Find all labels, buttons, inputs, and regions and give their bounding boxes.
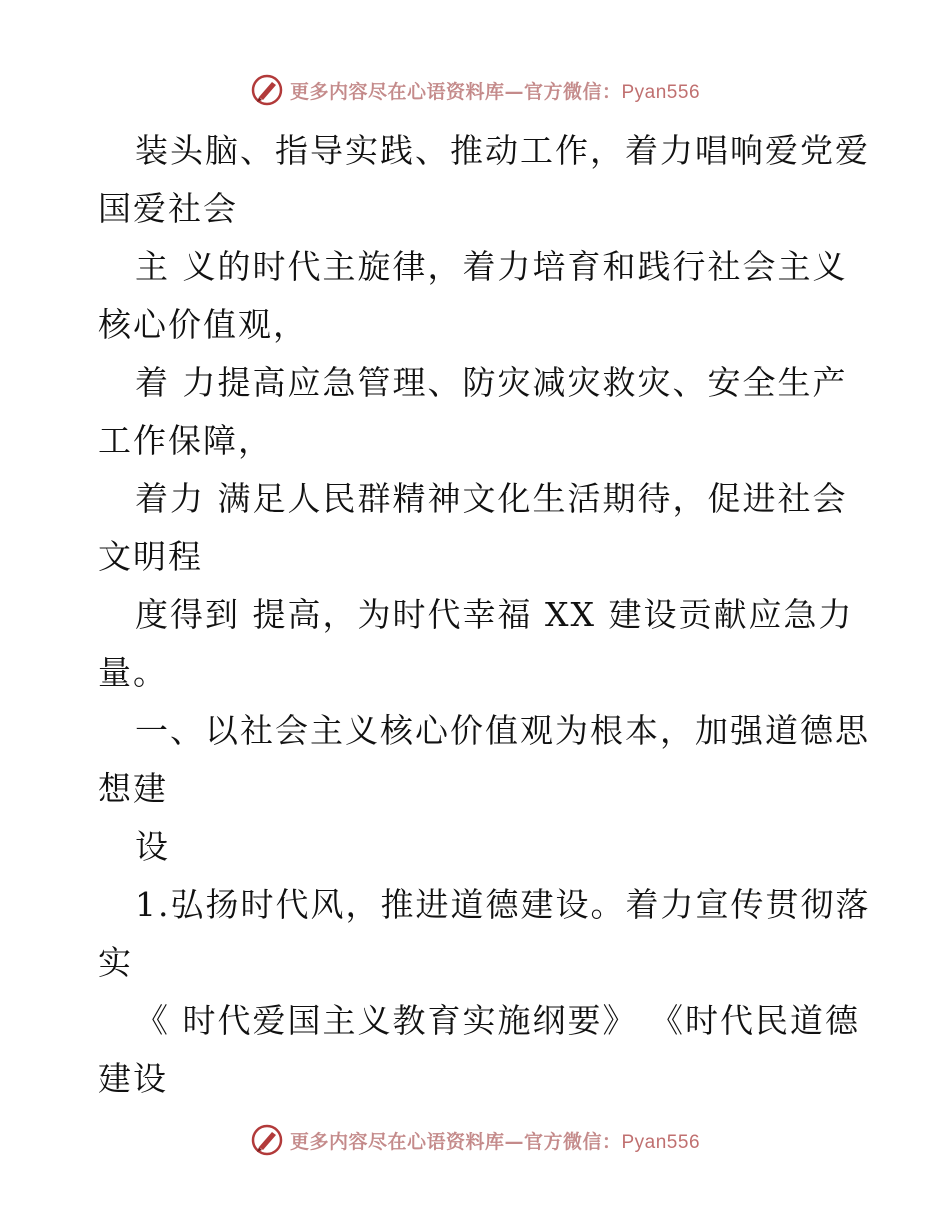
banner-label: 更多内容尽在心语资料库—官方微信： xyxy=(289,1130,622,1153)
body-line: 度得到 提高，为时代幸福 XX 建设贡献应急力 xyxy=(135,595,854,634)
body-line: 一、以社会主义核心价值观为根本，加强道德思 xyxy=(135,711,870,750)
footer-banner xyxy=(0,1120,950,1160)
body-line: 国爱社会 xyxy=(98,189,238,228)
footer-banner-inner xyxy=(250,1123,700,1157)
document-body xyxy=(98,122,871,1108)
body-line: 核心价值观， xyxy=(98,305,308,344)
banner-label: 更多内容尽在心语资料库—官方微信： xyxy=(289,80,622,103)
body-line: 量。 xyxy=(98,653,168,692)
pen-nib-logo-icon xyxy=(250,73,284,107)
body-line: 装头脑、指导实践、推动工作，着力唱响爱党爱 xyxy=(135,131,870,170)
header-banner-text xyxy=(290,77,700,104)
body-line: 想建 xyxy=(98,769,168,808)
body-line: 文明程 xyxy=(98,537,203,576)
banner-wechat-id: Pyan556 xyxy=(621,81,701,103)
pen-nib-logo-icon xyxy=(250,1123,284,1157)
body-line: 设 xyxy=(135,827,170,866)
body-line: 1.弘扬时代风，推进道德建设。着力宣传贯彻落 xyxy=(135,885,871,924)
header-banner-inner xyxy=(250,73,700,107)
body-line: 建设 xyxy=(98,1059,168,1098)
footer-banner-text xyxy=(290,1127,700,1154)
body-line: 着 力提高应急管理、防灾减灾救灾、安全生产 xyxy=(135,363,848,402)
body-line: 着力 满足人民群精神文化生活期待，促进社会 xyxy=(135,479,848,518)
body-line: 《 时代爱国主义教育实施纲要》 《时代民道德 xyxy=(135,1001,860,1040)
banner-wechat-id: Pyan556 xyxy=(621,1131,701,1153)
header-banner xyxy=(0,70,950,110)
body-line: 主 义的时代主旋律，着力培育和践行社会主义 xyxy=(135,247,848,286)
body-line: 实 xyxy=(98,943,133,982)
body-line: 工作保障， xyxy=(98,421,273,460)
